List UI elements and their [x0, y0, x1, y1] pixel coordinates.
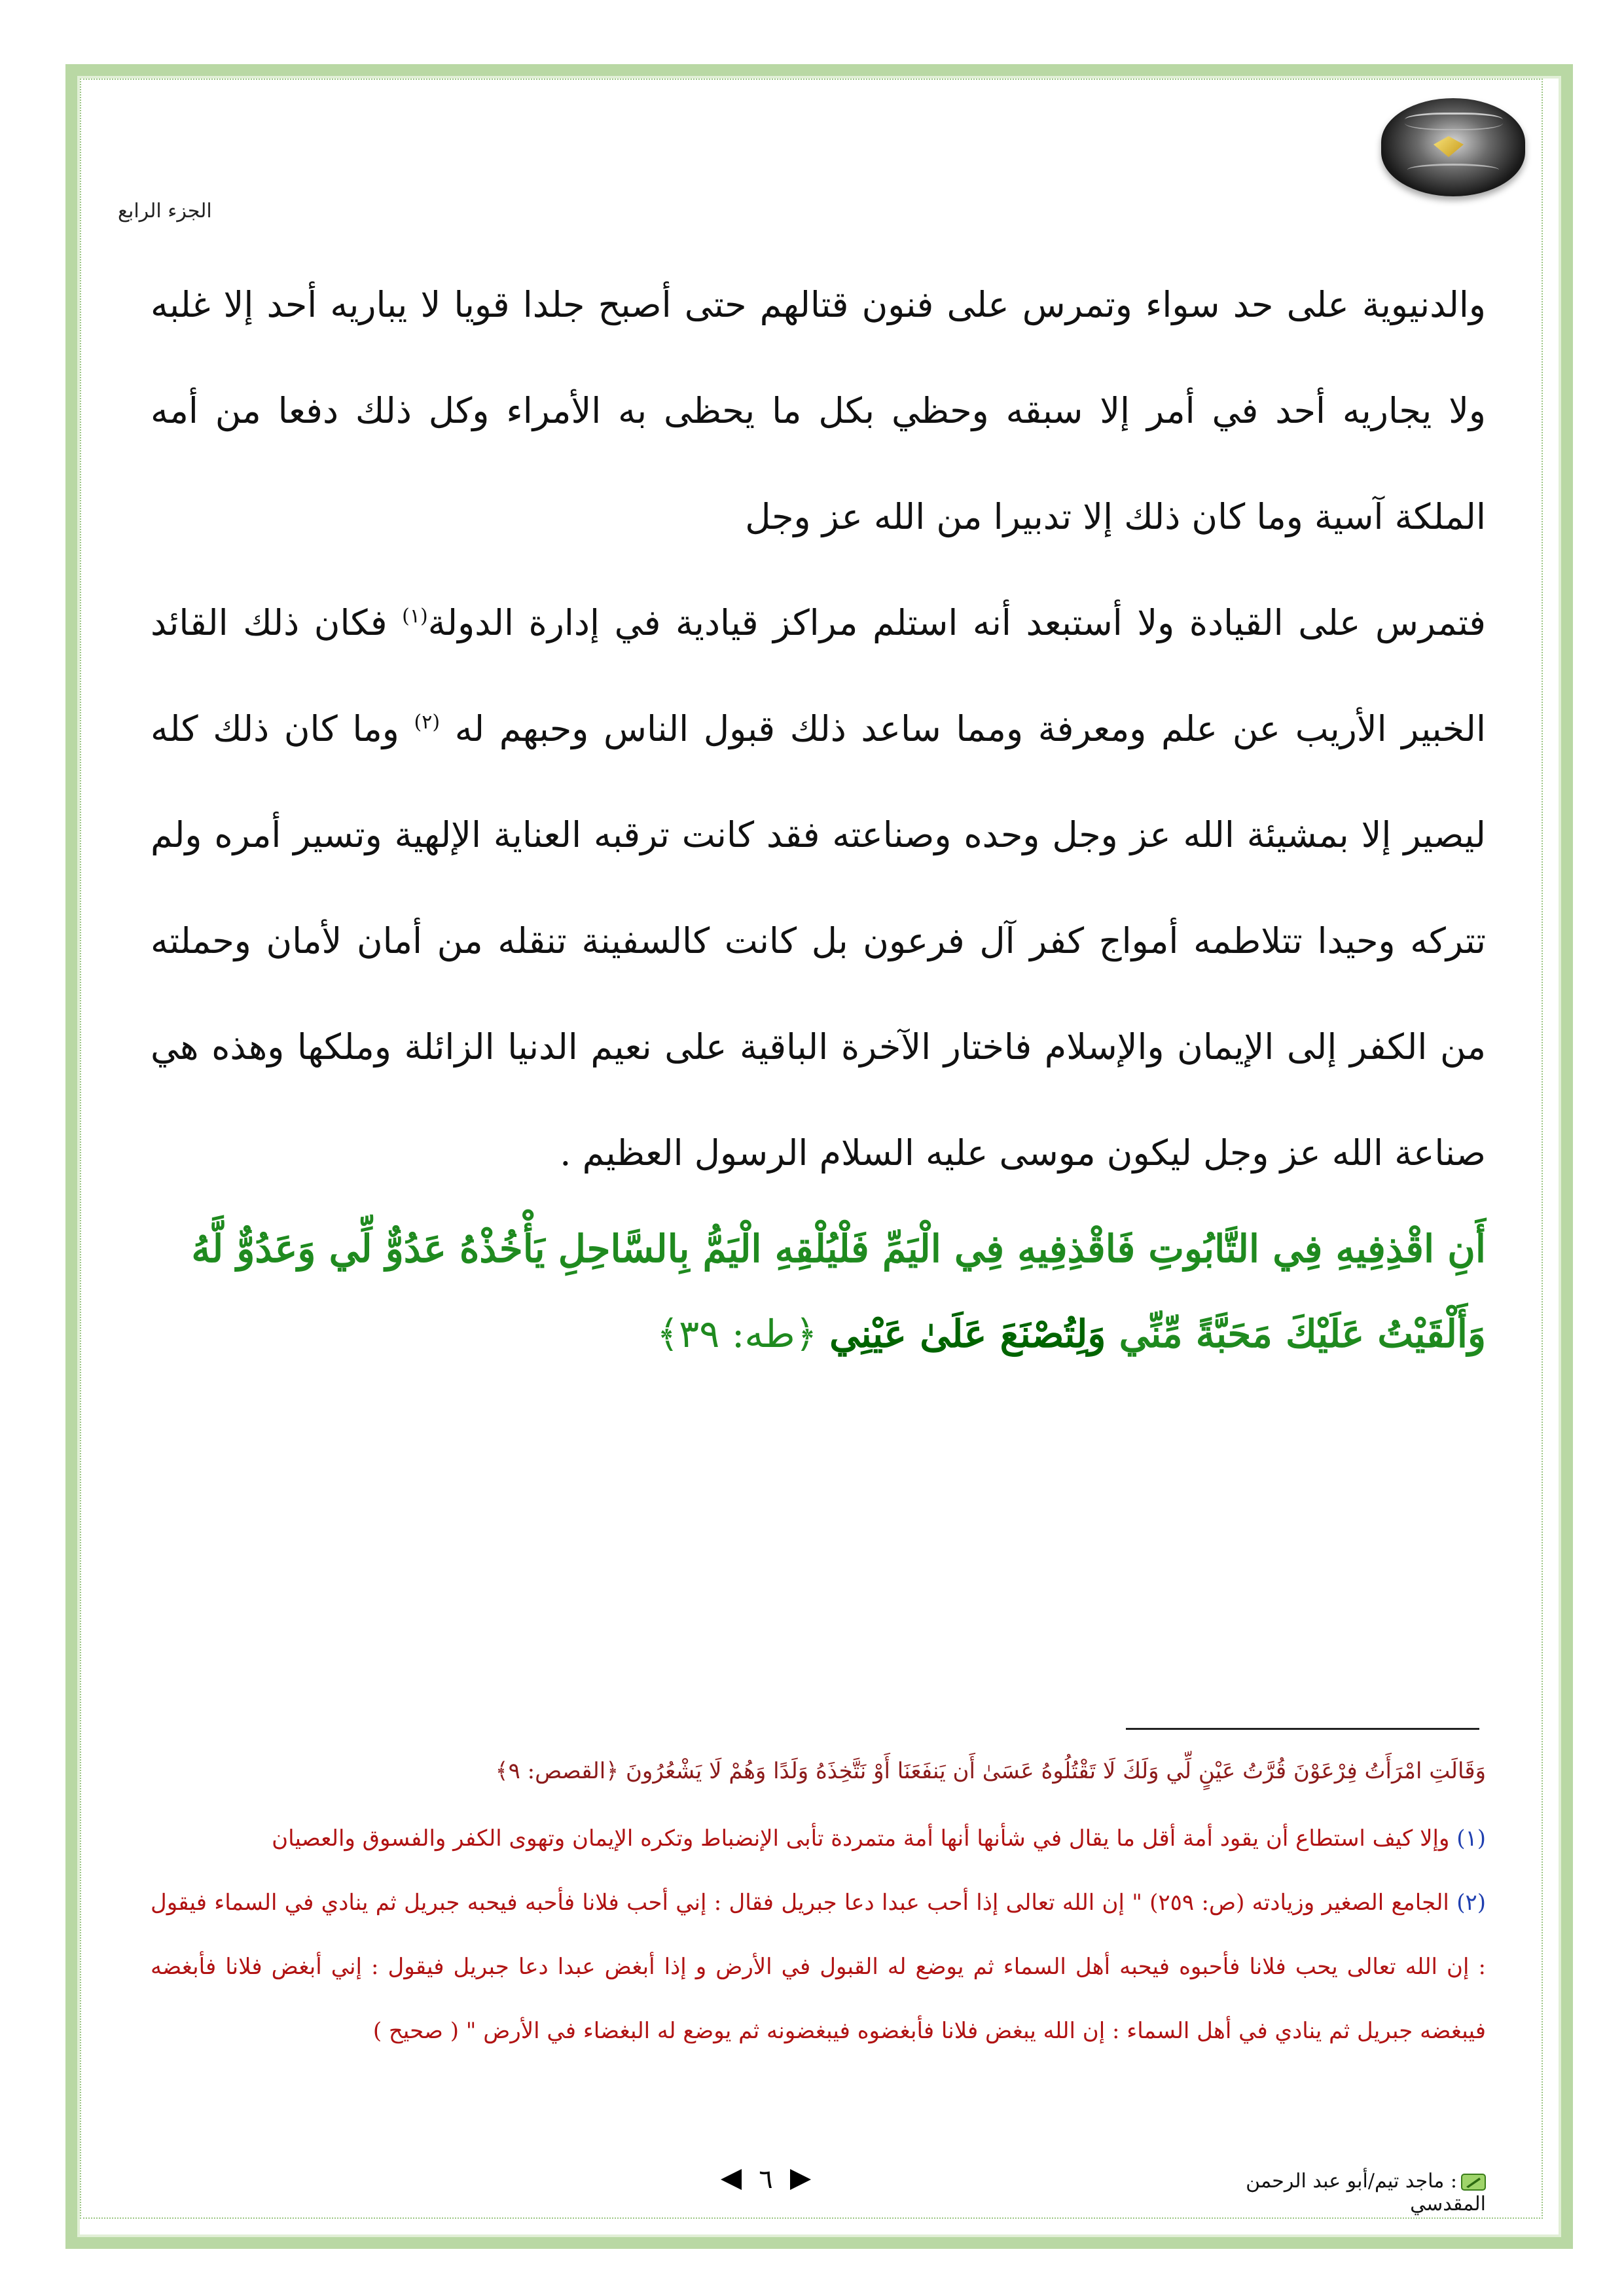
next-page-icon[interactable] — [790, 2169, 811, 2190]
footnote-divider — [1126, 1728, 1479, 1730]
quill-icon — [1461, 2174, 1486, 2191]
logo-script-bottom — [1407, 164, 1499, 176]
footnote-2-text: الجامع الصغير وزيادته (ص: ٢٥٩) " إن الله تعالى إذا أحب عبدا دعا جبريل فقال : إني أحب فلانا فأحبه فيحبه جبريل ثم ينادي في السماء فيقول : إن الله تعالى يحب فلانا فأحبوه فيحبه أهل السماء ثم يوضع له القبول في الأرض و إذا أبغض عبدا دعا جبريل فيقول : إني أبغض فلانا فأبغضه فيبغضه جبريل ثم ينادي في أهل السماء : إن الله يبغض فلانا فأبغضوه فيبغضونه ثم يوضع له البغضاء في الأرض " ( صحيح ) — [151, 1890, 1486, 2044]
main-text — [151, 252, 1486, 1376]
footnote-2 — [151, 1871, 1486, 2063]
paragraph-1: والدنيوية على حد سواء وتمرس على فنون قتالهم حتى أصبح جلدا قويا لا يباريه أحد إلا غلبه ولا يجاريه أحد في أمر إلا سبقه وحظي بكل ما يحظى به الأمراء وكل ذلك دفعا من أمه الملكة آسية وما كان ذلك إلا تدبيرا من الله عز وجل — [151, 284, 1486, 537]
logo-script-top — [1405, 113, 1503, 130]
previous-page-icon[interactable] — [721, 2169, 742, 2190]
part-label: الجزء الرابع — [118, 200, 212, 223]
footnote-1-text: وإلا كيف استطاع أن يقود أمة أقل ما يقال في شأنها أنها أمة متمردة تأبى الإنضباط وتكره الإيمان وتهوى الكفر والفسوق والعصيان — [272, 1825, 1457, 1852]
footnote-verse: وَقَالَتِ امْرَأَتُ فِرْعَوْنَ قُرَّتُ عَيْنٍ لِّي وَلَكَ لَا تَقْتُلُوهُ عَسَىٰ أَن يَنفَعَنَا أَوْ نَتَّخِذَهُ وَلَدًا وَهُمْ لَا يَشْعُرُونَ ﴿القصص: ٩﴾ — [495, 1758, 1486, 1784]
logo-gem-icon — [1434, 136, 1464, 157]
footnote-1 — [151, 1806, 1486, 1871]
footnotes — [151, 1748, 1486, 2063]
verse-emphasis: وَلِتُصْنَعَ عَلَىٰ عَيْنِي — [829, 1312, 1106, 1356]
footnote-ref-2[interactable]: (٢) — [414, 711, 441, 734]
quran-verse — [151, 1206, 1486, 1376]
footnote-2-number: (٢) — [1456, 1890, 1486, 1916]
site-logo-icon — [1381, 98, 1525, 196]
pagination — [655, 2159, 877, 2200]
verse-reference: ﴿طه: ٣٩﴾ — [657, 1312, 830, 1356]
footnote-ref-1[interactable]: (١) — [402, 605, 428, 628]
paragraph-2 — [151, 570, 1486, 1206]
page-number: ٦ — [759, 2164, 773, 2195]
author-name: : ماجد تيم/أبو عبد الرحمن المقدسي — [1246, 2170, 1486, 2215]
verse-text: أَنِ اقْذِفِيهِ فِي التَّابُوتِ فَاقْذِفِيهِ فِي الْيَمِّ فَلْيُلْقِهِ الْيَمُّ بِالسَّاحِلِ يَأْخُذْهُ عَدُوٌّ لِّي وَعَدُوٌّ لَّهُ وَأَلْقَيْتُ عَلَيْكَ مَحَبَّةً مِّنِّي — [191, 1227, 1486, 1356]
paragraph-2-part-b: فكان ذلك القائد الخبير الأريب عن علم ومعرفة ومما ساعد ذلك قبول الناس وحبهم له — [151, 602, 1486, 749]
footnote-1-number: (١) — [1456, 1825, 1486, 1852]
paragraph-2-part-c: وما كان ذلك كله ليصير إلا بمشيئة الله عز وجل وحده وصناعته فقد كانت ترقبه العناية الإلهية وتسير أمره ولم تتركه وحيدا تتلاطمه أمواج كفر آل فرعون بل كانت كالسفينة تنقله من أمان لأمان وحملته من الكفر إلى الإيمان والإسلام فاختار الآخرة الباقية على نعيم الدنيا الزائلة وملكها وهذه هي صناعة الله عز وجل ليكون موسى عليه السلام الرسول العظيم . — [151, 708, 1486, 1174]
footer-author — [1198, 2170, 1486, 2215]
paragraph-2-part-a: فتمرس على القيادة ولا أستبعد أنه استلم مراكز قيادية في إدارة الدولة — [427, 602, 1486, 643]
